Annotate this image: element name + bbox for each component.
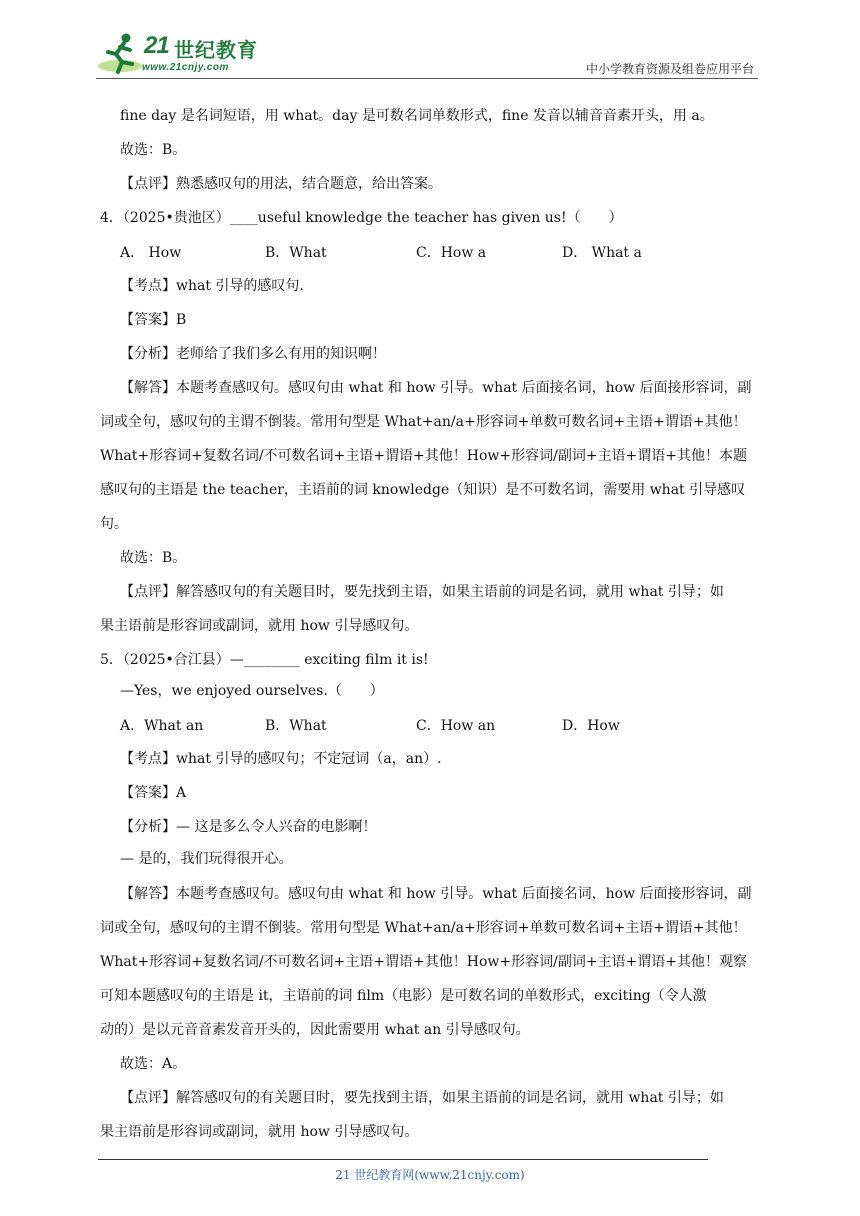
header-divider bbox=[96, 78, 758, 79]
option-a: A．What an bbox=[120, 718, 204, 734]
footer-divider bbox=[98, 1159, 708, 1160]
logo-url: www.21cnjy.com bbox=[142, 62, 229, 73]
option-c: C．How a bbox=[416, 245, 487, 261]
question-4-stem: 4．（2025•贵池区）____useful knowledge the teacher has given us!（ ） bbox=[100, 210, 623, 226]
question-5-solution-line: 动的）是以元音音素发音开头的，因此需要用 what an 引导感叹句。 bbox=[100, 1022, 530, 1038]
platform-name: 中小学教育资源及组卷应用平台 bbox=[585, 62, 754, 76]
option-b: B．What bbox=[265, 245, 327, 261]
question-5-solution-line: 可知本题感叹句的主语是 it，主语前的词 film（电影）是可数名词的单数形式，exciting（令人激 bbox=[100, 988, 707, 1004]
question-5-comment-line: 【点评】解答感叹句的有关题目时，要先找到主语，如果主语前的词是名词，就用 what 引导；如 bbox=[120, 1090, 724, 1106]
option-d: D．How bbox=[562, 718, 620, 734]
question-4-solution-line: 【解答】本题考查感叹句。感叹句由 what 和 how 引导。what 后面接名词，how 后面接形容词，副 bbox=[120, 380, 752, 396]
question-4-solution-line: What+形容词+复数名词/不可数名词+主语+谓语+其他！How+形容词/副词+主语+谓语+其他！本题 bbox=[100, 448, 748, 464]
question-5-solution-line: 词或全句，感叹句的主谓不倒装。常用句型是 What+an/a+形容词+单数可数名词+主语+谓语+其他！ bbox=[100, 920, 747, 936]
question-5-choice: 故选：A。 bbox=[120, 1056, 187, 1072]
question-4-comment-line: 【点评】解答感叹句的有关题目时，要先找到主语，如果主语前的词是名词，就用 what 引导；如 bbox=[120, 584, 724, 600]
question-5-options bbox=[120, 715, 680, 735]
question-5-comment-line: 果主语前是形容词或副词，就用 how 引导感叹句。 bbox=[100, 1124, 419, 1140]
comment-line: 【点评】熟悉感叹句的用法，结合题意，给出答案。 bbox=[120, 176, 442, 192]
question-4-choice: 故选：B。 bbox=[120, 550, 187, 566]
question-4-answer: 【答案】B bbox=[120, 312, 187, 328]
logo-number: 21 bbox=[144, 32, 169, 59]
question-5-analysis-reply: — 是的，我们玩得很开心。 bbox=[120, 851, 293, 867]
option-c: C．How an bbox=[416, 718, 496, 734]
option-a: A． How bbox=[120, 245, 182, 261]
answer-choice-line: 故选：B。 bbox=[120, 142, 187, 158]
logo bbox=[96, 30, 266, 78]
question-4-solution-line: 感叹句的主语是 the teacher，主语前的词 knowledge（知识）是不可数名词，需要用 what 引导感叹 bbox=[100, 482, 746, 498]
question-4-kaodian: 【考点】what 引导的感叹句. bbox=[120, 278, 304, 294]
page-header bbox=[96, 30, 758, 78]
question-4-options bbox=[120, 242, 680, 262]
question-5-analysis: 【分析】— 这是多么令人兴奋的电影啊！ bbox=[120, 819, 377, 835]
question-4-solution-line: 句。 bbox=[100, 516, 128, 532]
explanation-line: fine day 是名词短语，用 what。day 是可数名词单数形式，fine 发音以辅音音素开头，用 a。 bbox=[120, 108, 714, 124]
question-5-answer: 【答案】A bbox=[120, 785, 187, 801]
question-5-kaodian: 【考点】what 引导的感叹句；不定冠词（a，an）. bbox=[120, 751, 442, 767]
option-b: B．What bbox=[265, 718, 327, 734]
question-4-solution-line: 词或全句，感叹句的主谓不倒装。常用句型是 What+an/a+形容词+单数可数名词+主语+谓语+其他！ bbox=[100, 414, 747, 430]
question-5-stem-reply: —Yes，we enjoyed ourselves.（ ） bbox=[120, 683, 384, 699]
question-5-solution-line: What+形容词+复数名词/不可数名词+主语+谓语+其他！How+形容词/副词+主语+谓语+其他！观察 bbox=[100, 954, 748, 970]
question-5-solution-line: 【解答】本题考查感叹句。感叹句由 what 和 how 引导。what 后面接名词，how 后面接形容词，副 bbox=[120, 886, 752, 902]
runner-logo-icon bbox=[96, 32, 142, 76]
option-d: D． What a bbox=[562, 245, 642, 261]
question-5-stem: 5．（2025•合江县）—________ exciting film it is! bbox=[100, 652, 429, 668]
question-4-analysis: 【分析】老师给了我们多么有用的知识啊！ bbox=[120, 346, 386, 362]
page-footer: 21 世纪教育网(www.21cnjy.com) bbox=[335, 1168, 525, 1182]
question-4-comment-line: 果主语前是形容词或副词，就用 how 引导感叹句。 bbox=[100, 618, 419, 634]
logo-chinese: 世纪教育 bbox=[174, 38, 258, 62]
